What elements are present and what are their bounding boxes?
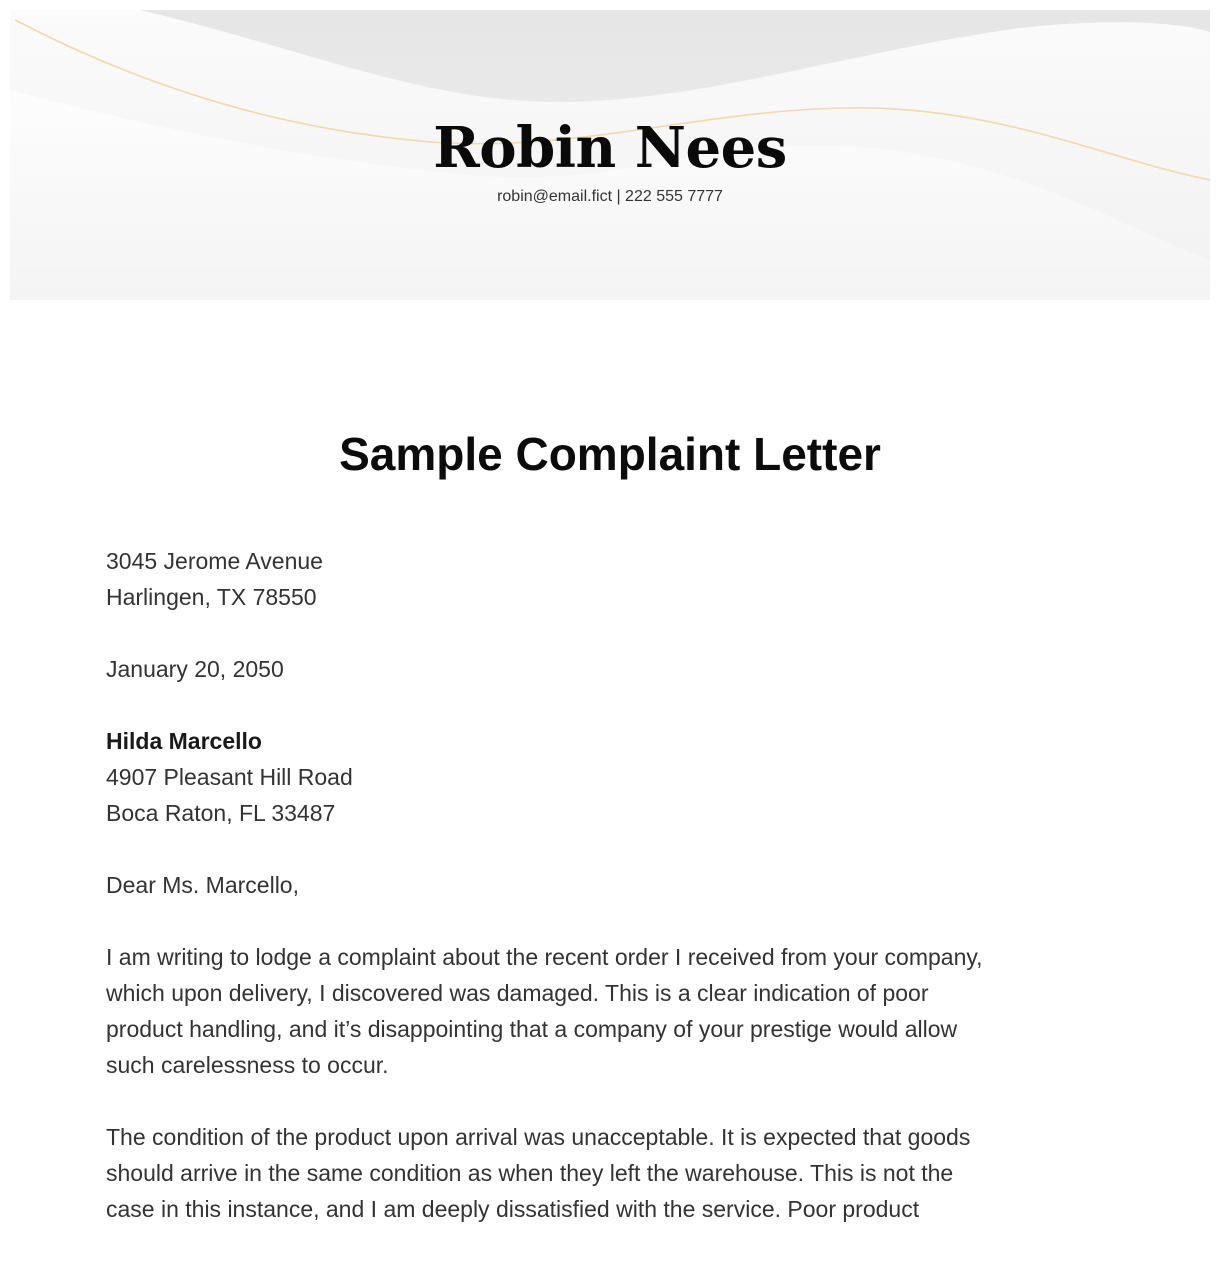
paragraph-line: which upon delivery, I discovered was damaged. This is a clear indication of poor [106, 980, 929, 1006]
sender-address [106, 543, 1106, 615]
paragraph-line: I am writing to lodge a complaint about the recent order I received from your company, [106, 944, 983, 970]
sender-address-line: Harlingen, TX 78550 [106, 584, 317, 610]
recipient-address-line: Boca Raton, FL 33487 [106, 800, 336, 826]
date-text: January 20, 2050 [106, 656, 284, 682]
document-title: Sample Complaint Letter [339, 428, 881, 480]
paragraph-line: such carelessness to occur. [106, 1052, 389, 1078]
sender-address-line: 3045 Jerome Avenue [106, 548, 323, 574]
recipient-address [106, 723, 1106, 831]
paragraph-line: case in this instance, and I am deeply dissatisfied with the service. Poor product [106, 1196, 920, 1222]
body-paragraph [106, 939, 1096, 1083]
body-paragraph [106, 1119, 1096, 1227]
recipient-name: Hilda Marcello [106, 728, 262, 754]
paragraph-line: should arrive in the same condition as when they left the warehouse. This is not the [106, 1160, 954, 1186]
letterhead-banner [10, 10, 1210, 300]
salutation [106, 867, 1106, 903]
paragraph-line: product handling, and it’s disappointing that a company of your prestige would allow [106, 1016, 958, 1042]
sender-contact-info: robin@email.fict | 222 555 7777 [497, 188, 723, 205]
letter-date [106, 651, 1106, 687]
letter-body [106, 543, 1106, 1263]
sender-name: Robin Nees [433, 115, 787, 181]
salutation-text: Dear Ms. Marcello, [106, 872, 299, 898]
paragraph-line: The condition of the product upon arrival was unacceptable. It is expected that goods [106, 1124, 971, 1150]
recipient-address-line: 4907 Pleasant Hill Road [106, 764, 353, 790]
